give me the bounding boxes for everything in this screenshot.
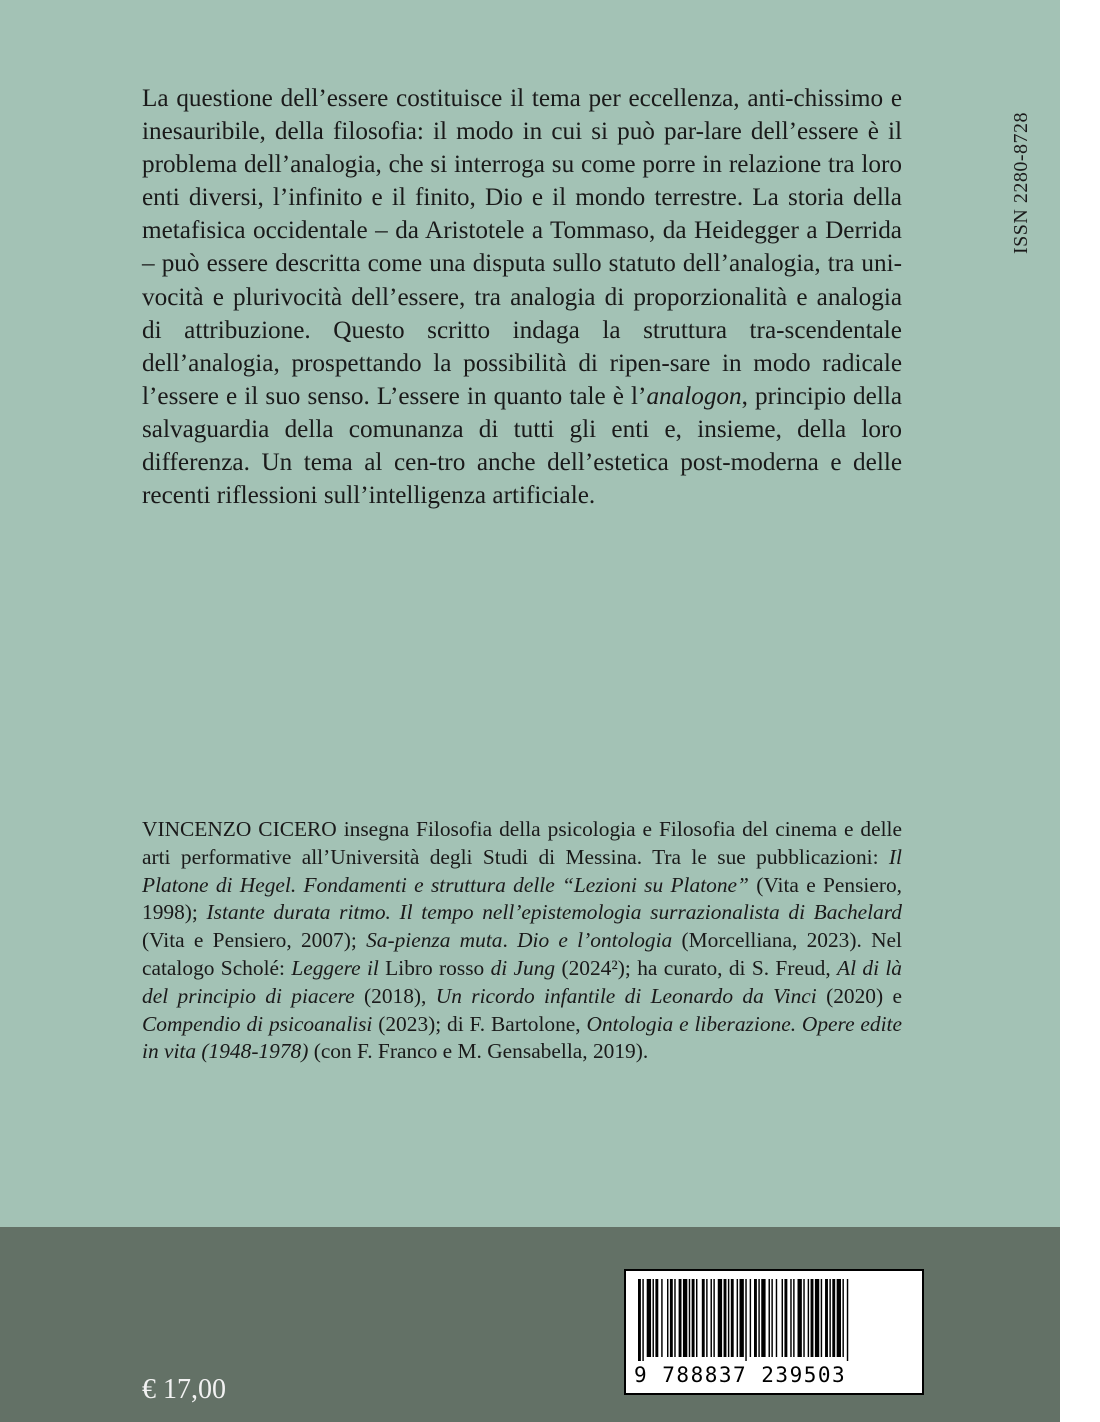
barcode-digits: 9 788837 239503 — [634, 1363, 847, 1387]
bio-segment: Istante durata ritmo. Il tempo nell’epistemologia surrazionalista di Bachelard — [206, 900, 902, 925]
bio-segment: (2024²); ha curato, di S. Freud, — [555, 955, 838, 980]
issn-label: ISSN 2280-8728 — [1010, 111, 1032, 254]
bio-segment: (2023); di F. Bartolone, — [372, 1011, 587, 1036]
bio-segment: . — [502, 928, 518, 953]
description-segment: , principio della salvaguardia della comunanza di tutti gli enti e, insieme, della loro differenza. Un tema al cen-tro anche dell’estetica post-moderna e delle recenti riflessioni sull’intelligenza artificiale. — [142, 382, 902, 510]
bio-segment: (Vita e Pensiero, 1998); — [142, 872, 903, 925]
bio-segment: Compendio di psicoanalisi — [142, 1011, 373, 1036]
barcode-bars-icon — [636, 1279, 916, 1361]
price-label: € 17,00 — [142, 1374, 226, 1405]
bio-segment: Dio e l’ontologia — [517, 928, 673, 953]
bio-segment: Sa-pienza muta — [366, 928, 503, 953]
barcode — [624, 1269, 924, 1395]
bio-segment: (Morcelliana, 2023). Nel catalogo Scholé: — [142, 928, 902, 980]
bio-segment: Ontologia e liberazione. Opere edite in vita (1948-1978) — [142, 1011, 902, 1064]
bio-segment: Il Platone di Hegel. Fondamenti e struttura delle “Lezioni su Platone” — [142, 844, 902, 897]
description-segment: analogon — [646, 382, 742, 410]
description-segment: La questione dell’essere costituisce il tema per eccellenza, anti-chissimo e inesauribile, della filosofia: il modo in cui si può par-lare dell’essere è il problema dell’analogia, che si interroga su come porre in relazione tra loro enti diversi, l’infinito e il finito, Dio e il mondo terrestre. La storia della metafisica occidentale – da Aristotele a Tommaso, da Heidegger a Derrida – può essere descritta come una disputa sullo statuto dell’analogia, tra uni-vocità e plurivocità dell’essere, tra analogia di proporzionalità e analogia di attribuzione. Questo scritto indaga la struttura tra-scendentale dell’analogia, prospettando la possibilità di ripen-sare in modo radicale l’essere e il suo senso. L’essere in quanto tale è l’ — [142, 85, 902, 410]
bio-segment: Libro rosso — [378, 955, 491, 980]
bio-segment: (2018), — [354, 983, 436, 1008]
bio-segment: Leggere il — [291, 955, 379, 980]
bio-segment: di Jung — [490, 955, 556, 980]
bio-segment: Al di là del principio di piacere — [142, 955, 903, 1008]
bio-segment: (con F. Franco e M. Gensabella, 2019). — [308, 1039, 649, 1064]
bio-segment: (Vita e Pensiero, 2007); — [142, 928, 367, 953]
bio-segment: Un ricordo infantile di Leonardo da Vinci — [435, 983, 817, 1008]
bio-segment: (2020) e — [816, 983, 902, 1008]
author-bio — [142, 816, 902, 1066]
bio-segment: VINCENZO CICERO insegna Filosofia della psicologia e Filosofia del cinema e delle arti performative all’Università degli Studi di Messina. Tra le sue pubblicazioni: — [142, 817, 902, 869]
book-description — [142, 82, 902, 512]
